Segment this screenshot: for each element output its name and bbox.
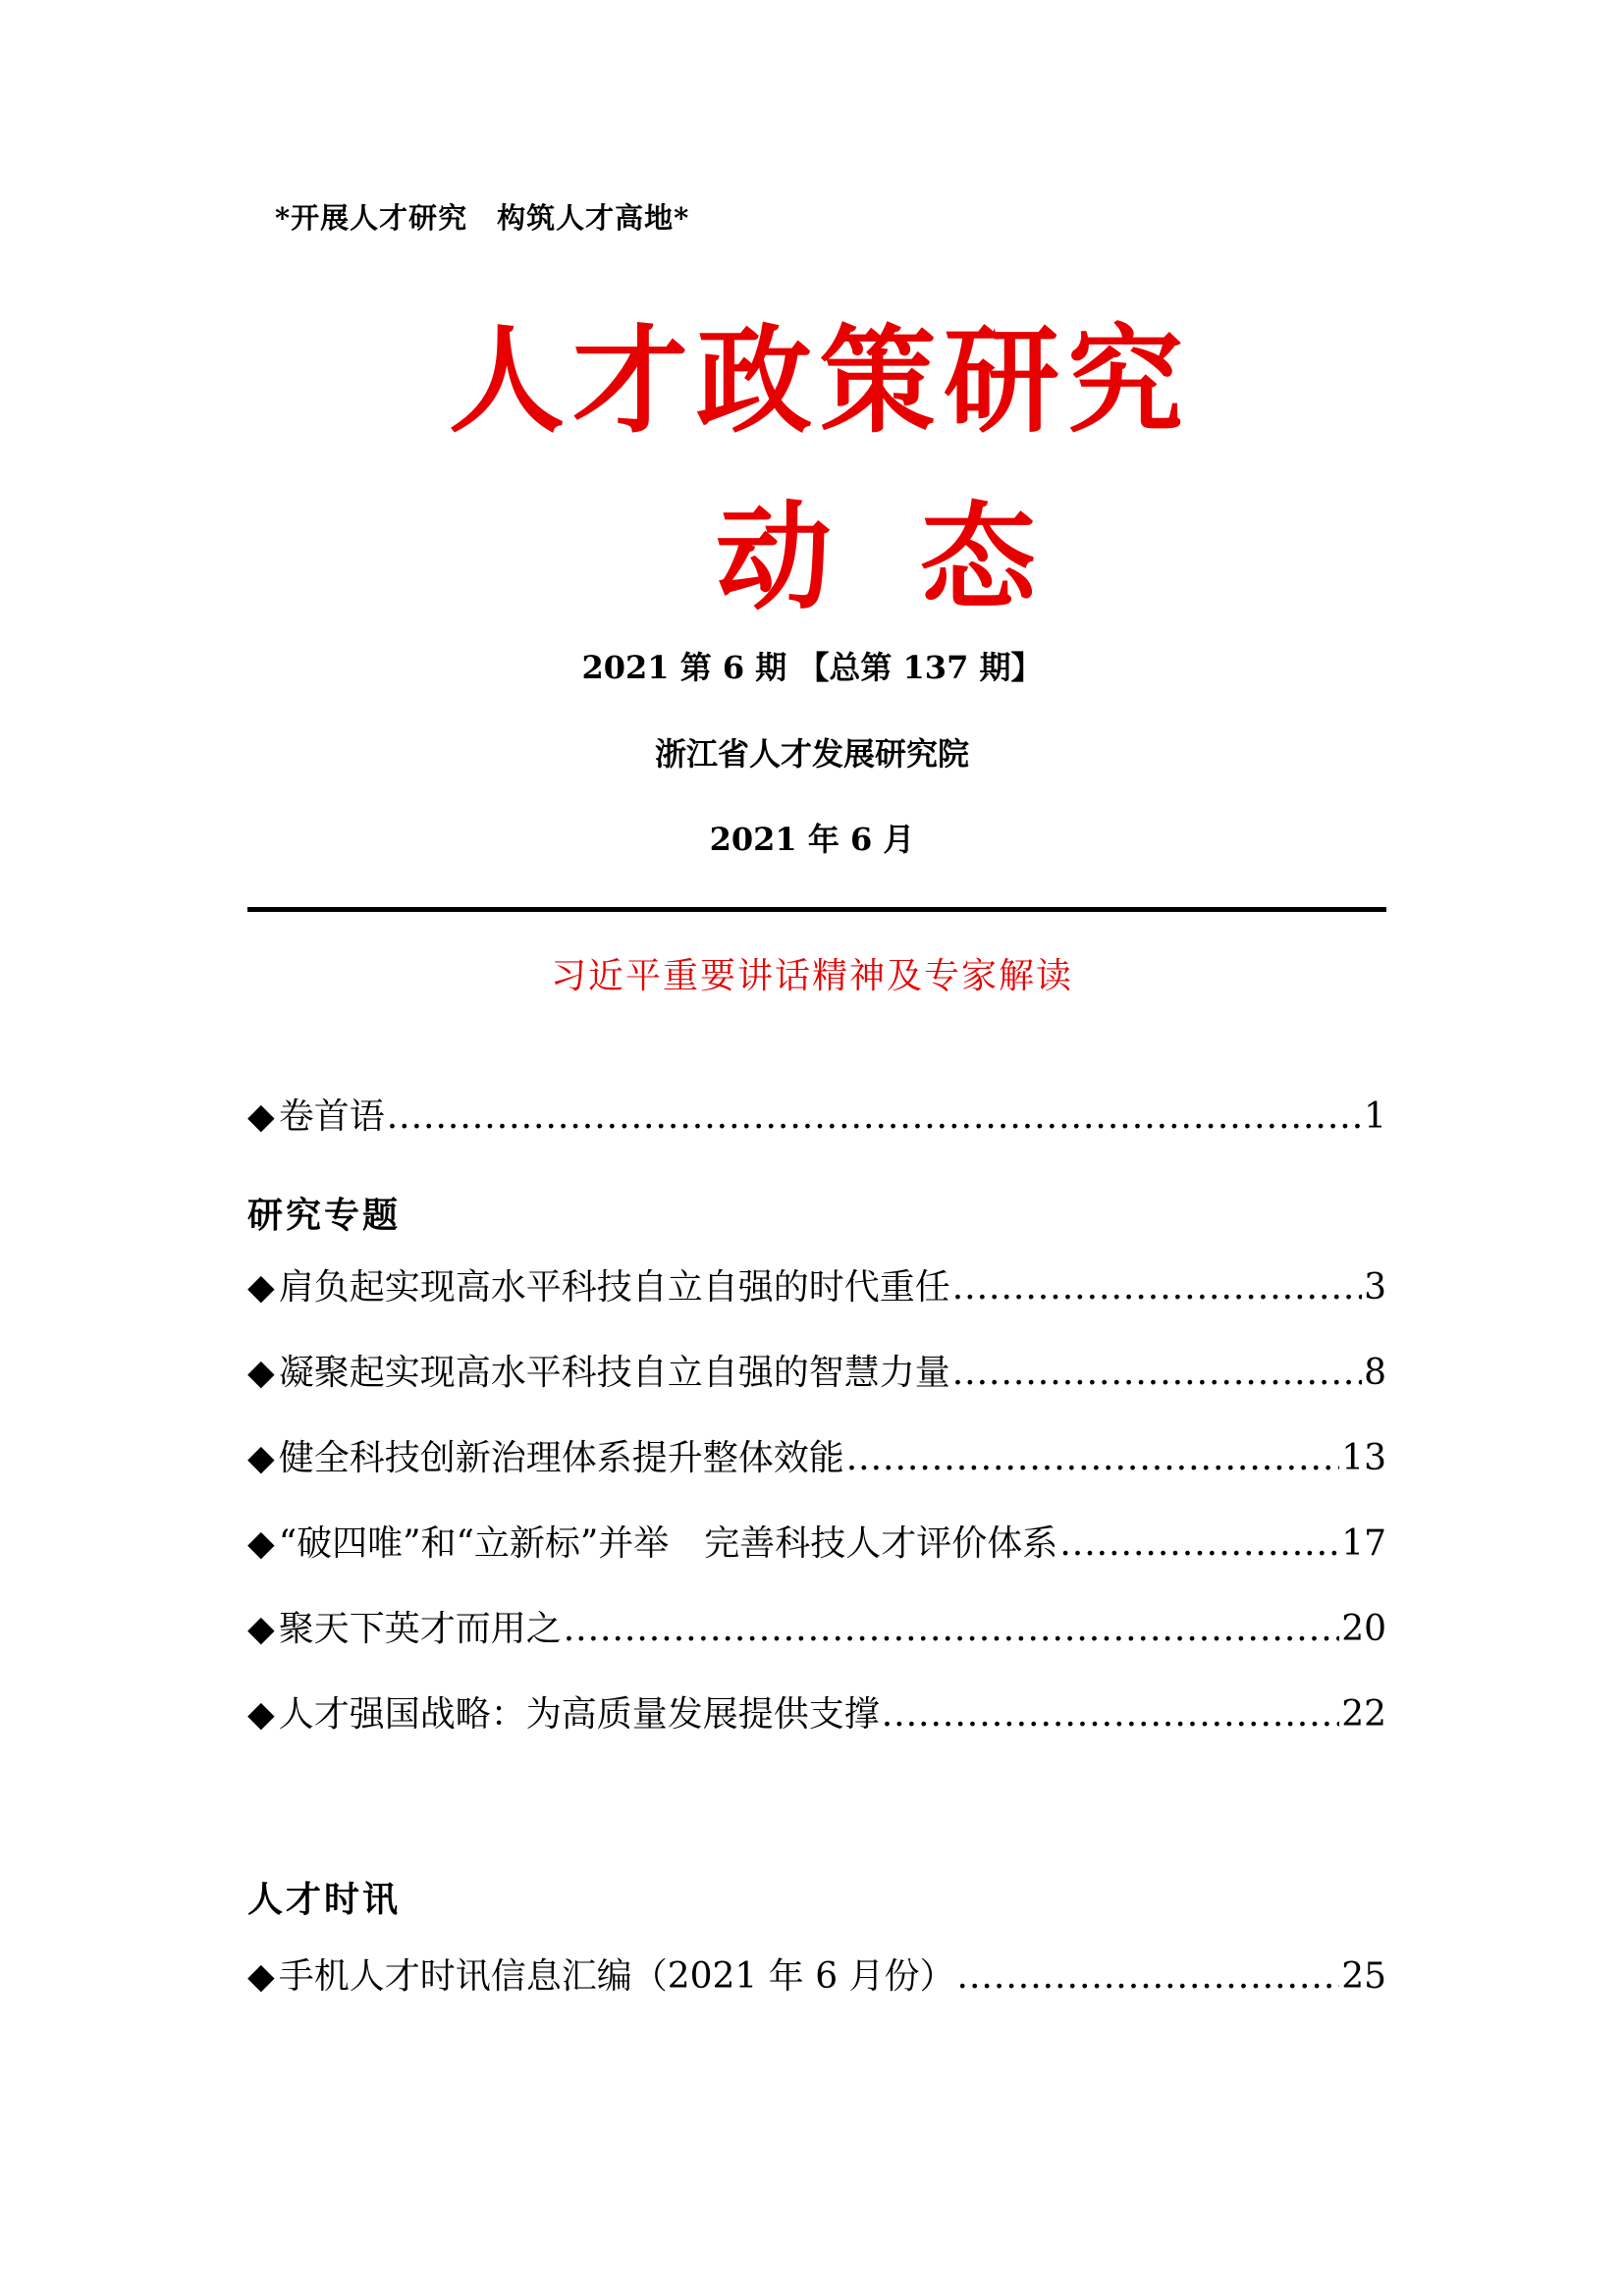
diamond-bullet-icon: ◆ <box>247 1096 275 1137</box>
issue-number: 2021 第 6 期 【总第 137 期】 <box>581 649 1043 686</box>
toc-item[interactable] <box>247 1437 1386 1480</box>
toc-item-title: 健全科技创新治理体系提升整体效能 <box>278 1438 844 1478</box>
toc-item-page: 13 <box>1341 1438 1386 1478</box>
toc-item[interactable] <box>247 1955 1386 1999</box>
toc-item-page: 3 <box>1364 1267 1386 1308</box>
toc-item[interactable] <box>247 1266 1386 1309</box>
toc-item-page: 22 <box>1341 1694 1386 1735</box>
diamond-bullet-icon: ◆ <box>247 1609 275 1649</box>
toc-item-title: 人才强国战略：为高质量发展提供支撑 <box>278 1694 880 1735</box>
publication-date: 2021 年 6 月 <box>709 821 915 858</box>
toc-item-title: 手机人才时讯信息汇编（2021 年 6 月份） <box>278 1956 955 1997</box>
diamond-bullet-icon: ◆ <box>247 1523 275 1564</box>
dot-leader <box>882 1693 1339 1736</box>
toc-item[interactable] <box>247 1608 1386 1651</box>
toc-item-page: 8 <box>1364 1353 1386 1393</box>
diamond-bullet-icon: ◆ <box>247 1267 275 1308</box>
diamond-bullet-icon: ◆ <box>247 1694 275 1735</box>
dot-leader <box>846 1437 1339 1480</box>
dot-leader <box>957 1955 1340 1999</box>
header-slogan: *开展人才研究 构筑人才高地* <box>275 201 690 235</box>
diamond-bullet-icon: ◆ <box>247 1438 275 1478</box>
dot-leader <box>952 1266 1362 1309</box>
toc-item-title: 凝聚起实现高水平科技自立自强的智慧力量 <box>278 1353 950 1393</box>
dot-leader <box>952 1352 1362 1395</box>
toc-item-page: 1 <box>1364 1096 1386 1137</box>
toc-item-page: 20 <box>1341 1609 1386 1649</box>
toc-item[interactable] <box>247 1693 1386 1736</box>
dot-leader <box>564 1608 1339 1651</box>
diamond-bullet-icon: ◆ <box>247 1353 275 1393</box>
publisher-institute: 浙江省人才发展研究院 <box>654 735 969 773</box>
toc-item-title: 肩负起实现高水平科技自立自强的时代重任 <box>278 1267 950 1308</box>
masthead-title: 人才政策研究 <box>448 312 1191 449</box>
diamond-bullet-icon: ◆ <box>247 1956 275 1997</box>
toc-item-title: 聚天下英才而用之 <box>278 1609 562 1649</box>
toc-item-title: 卷首语 <box>278 1096 385 1137</box>
masthead-subtitle: 动态 <box>715 489 1124 625</box>
dot-leader <box>387 1095 1362 1139</box>
toc-section-heading: 研究专题 <box>247 1195 402 1236</box>
toc-item-page: 17 <box>1341 1523 1386 1564</box>
header-divider <box>247 907 1386 912</box>
toc-item-preface[interactable] <box>247 1095 1386 1139</box>
dot-leader <box>1059 1522 1339 1566</box>
toc-item[interactable] <box>247 1352 1386 1395</box>
toc-section-heading: 人才时讯 <box>247 1879 402 1920</box>
issue-theme: 习近平重要讲话精神及专家解读 <box>550 956 1073 996</box>
toc-item[interactable] <box>247 1522 1386 1566</box>
toc-item-title: “破四唯”和“立新标”并举 完善科技人才评价体系 <box>278 1523 1058 1564</box>
toc-item-page: 25 <box>1341 1956 1386 1997</box>
